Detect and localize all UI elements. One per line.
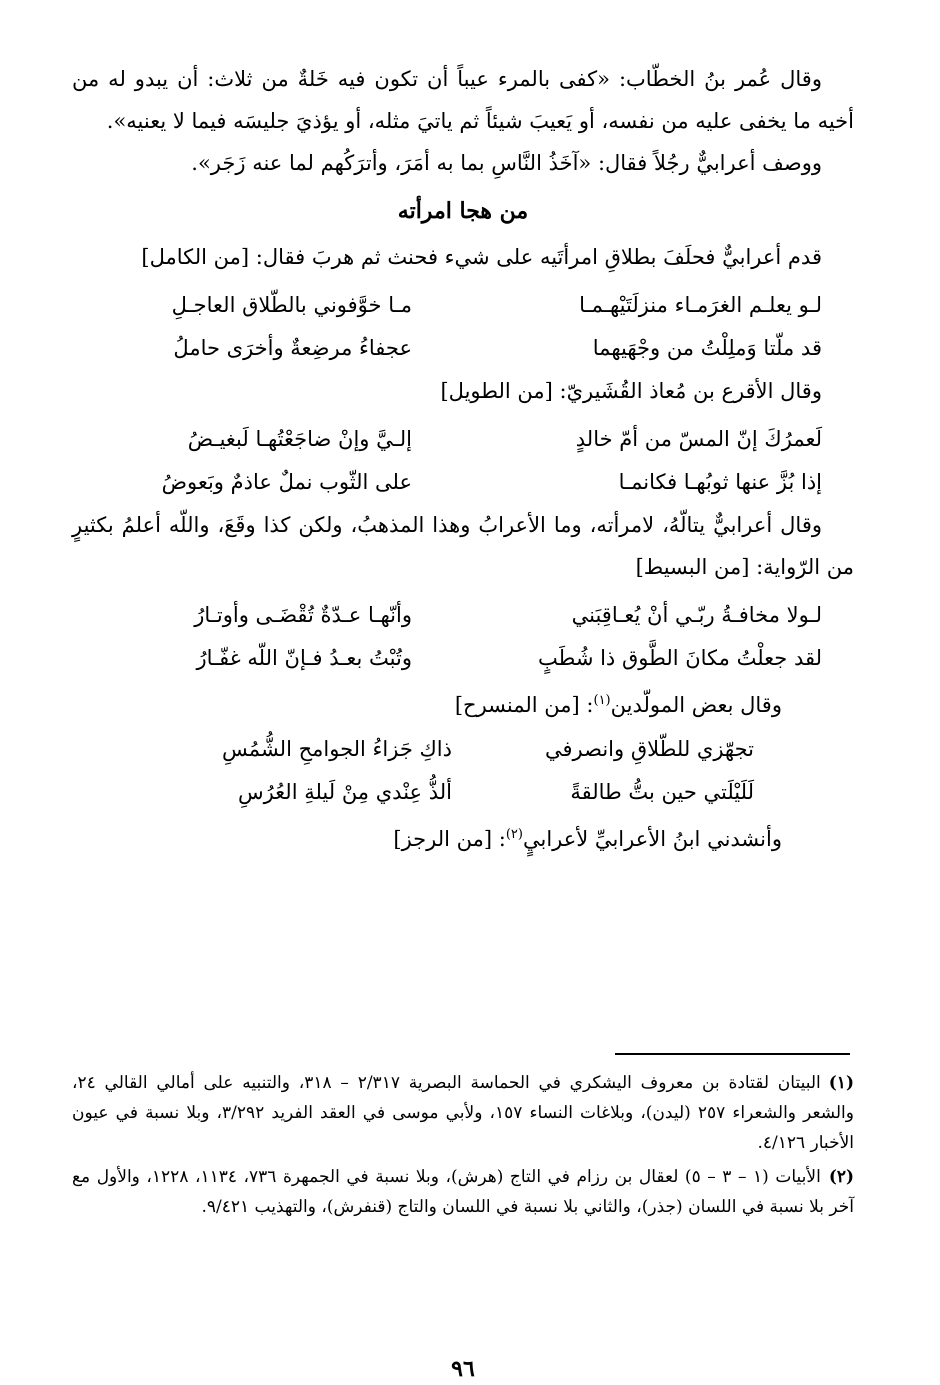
footnote-1 xyxy=(72,1068,854,1158)
verse-first-hemistich: قد ملّتا وَملِلْتُ من وجْهَيهما xyxy=(592,336,822,360)
paragraph-poem4-intro xyxy=(72,680,854,726)
footnote-divider xyxy=(615,1053,850,1055)
footnote-ref-1: (١) xyxy=(593,693,611,708)
footnote-2 xyxy=(72,1162,854,1222)
verse-second-hemistich: ألذُّ عِنْدي مِنْ لَيلةِ العُرُسِ xyxy=(237,780,452,804)
poem-3 xyxy=(72,594,854,680)
verse-line xyxy=(152,771,754,814)
verse-first-hemistich: لَلَيْلَتي حين بتُّ طالقةً xyxy=(570,780,754,804)
poem-2 xyxy=(72,418,854,504)
verse-line xyxy=(72,594,822,637)
verse-second-hemistich: على الثّوب نملٌ عاذمٌ وبَعوضُ xyxy=(161,470,412,494)
paragraph-omar-quote: وقال عُمر بنُ الخطّاب: «كفى بالمرء عيباً أن تكون فيه خَلةٌ من ثلاث: أن يبدو له من أخيه ما يخفى عليه من نفسه، أو يَعيبَ شيئاً ثم ياتيَ مثله، أو يؤذيَ جليسَه فيما لا يعنيه». xyxy=(72,67,854,133)
verse-line xyxy=(72,284,822,327)
paragraph-poem2-intro: وقال الأقرع بن مُعاذ القُشَيريّ: [من الطويل] xyxy=(440,379,822,403)
verse-second-hemistich: عجفاءُ مرضِعةٌ وأخرَى حاملُ xyxy=(173,336,412,360)
verse-second-hemistich: مـا خوَّفوني بالطّلاق العاجـلِ xyxy=(171,293,412,317)
paragraph-bedouin-description: ووصف أعرابيٌّ رجُلاً فقال: «آخَذُ النَّاسِ بما به أمَرَ، وأترَكُهم لما عنه زَجَر». xyxy=(191,151,822,175)
verse-first-hemistich: لَعمرُكَ إنّ المسّ من أمّ خالدٍ xyxy=(575,427,822,451)
verse-first-hemistich: لـو يعلـم الغرَمـاء منزلَتَيْهـمـا xyxy=(579,293,822,317)
verse-second-hemistich: وتُبْتُ بعـدُ فـإنّ اللّه غفّـارُ xyxy=(196,646,412,670)
poem-4 xyxy=(72,728,854,814)
verse-first-hemistich: لـولا مخافـةُ ربّـي أنْ يُعـاقِبَني xyxy=(571,603,822,627)
page-number: ٩٦ xyxy=(451,1356,475,1382)
footnotes xyxy=(72,1068,854,1226)
paragraph-poem3-intro: وقال أعرابيٌّ يتالّهُ، لامرأته، وما الأعرابُ وهذا المذهبُ، ولكن كذا وقَعَ، واللّه أعلمُ بكثيرٍ من الرّواية: [من البسيط] xyxy=(72,513,854,579)
paragraph-poem5-intro xyxy=(72,814,854,860)
footnote-text: الأبيات (١ – ٣ – ٥) لعقال بن رزام في التاج (هرش)، وبلا نسبة في الجمهرة ٧٣٦، ١١٣٤، ١٢٢٨، والأول مع آخر بلا نسبة في اللسان (جذر)، والثاني بلا نسبة في اللسان والتاج (قنفرش)، والتهذيب ٩/٤٢١. xyxy=(72,1167,854,1217)
verse-line xyxy=(152,728,754,771)
verse-first-hemistich: إذا بُزَّ عنها ثوبُهـا فكانمـا xyxy=(618,470,822,494)
verse-second-hemistich: وأنّهـا عـدّةٌ تُقْضَـى وأوتـارُ xyxy=(194,603,412,627)
verse-line xyxy=(72,327,822,370)
footnote-ref-2: (٢) xyxy=(505,827,523,842)
poem4-intro-text: وقال بعض المولّدين xyxy=(610,693,782,717)
verse-second-hemistich: ذاكِ جَزاءُ الجوامحِ الشُّمُسِ xyxy=(222,737,452,761)
verse-second-hemistich: إلـيَّ وإنْ ضاجَعْتُهـا لَبغيـضُ xyxy=(187,427,412,451)
section-heading: من هجا امرأته xyxy=(397,198,529,224)
verse-line xyxy=(72,418,822,461)
paragraph-poem1-intro: قدم أعرابيٌّ فحلَفَ بطلاقِ امرأتَيه على شيء فحنث ثم هربَ فقال: [من الكامل] xyxy=(141,245,822,269)
verse-line xyxy=(72,637,822,680)
poem5-intro-text: وأنشدني ابنُ الأعرابيِّ لأعرابيٍ xyxy=(522,827,782,851)
verse-first-hemistich: تجهّزي للطّلاقِ وانصرفي xyxy=(544,737,754,761)
footnote-text: البيتان لقتادة بن معروف اليشكري في الحماسة البصرية ٢/٣١٧ – ٣١٨، والتنبيه على أمالي القالي ٢٤، والشعر والشعراء ٢٥٧ (ليدن)، وبلاغات النساء ١٥٧، ولأبي موسى في العقد الفريد ٣/٢٩٢، وبلا نسبة في عيون الأخبار ٤/١٢٦. xyxy=(72,1073,854,1153)
verse-first-hemistich: لقد جعلْتُ مكانَ الطَّوق ذا شُطَبٍ xyxy=(537,646,822,670)
footnote-number: (١) xyxy=(828,1073,854,1093)
book-page xyxy=(72,58,855,1382)
verse-line xyxy=(72,461,822,504)
poem4-meter: : [من المنسرح] xyxy=(454,693,594,717)
poem-1 xyxy=(72,284,854,370)
footnote-number: (٢) xyxy=(828,1167,855,1187)
poem5-meter: : [من الرجز] xyxy=(393,827,506,851)
